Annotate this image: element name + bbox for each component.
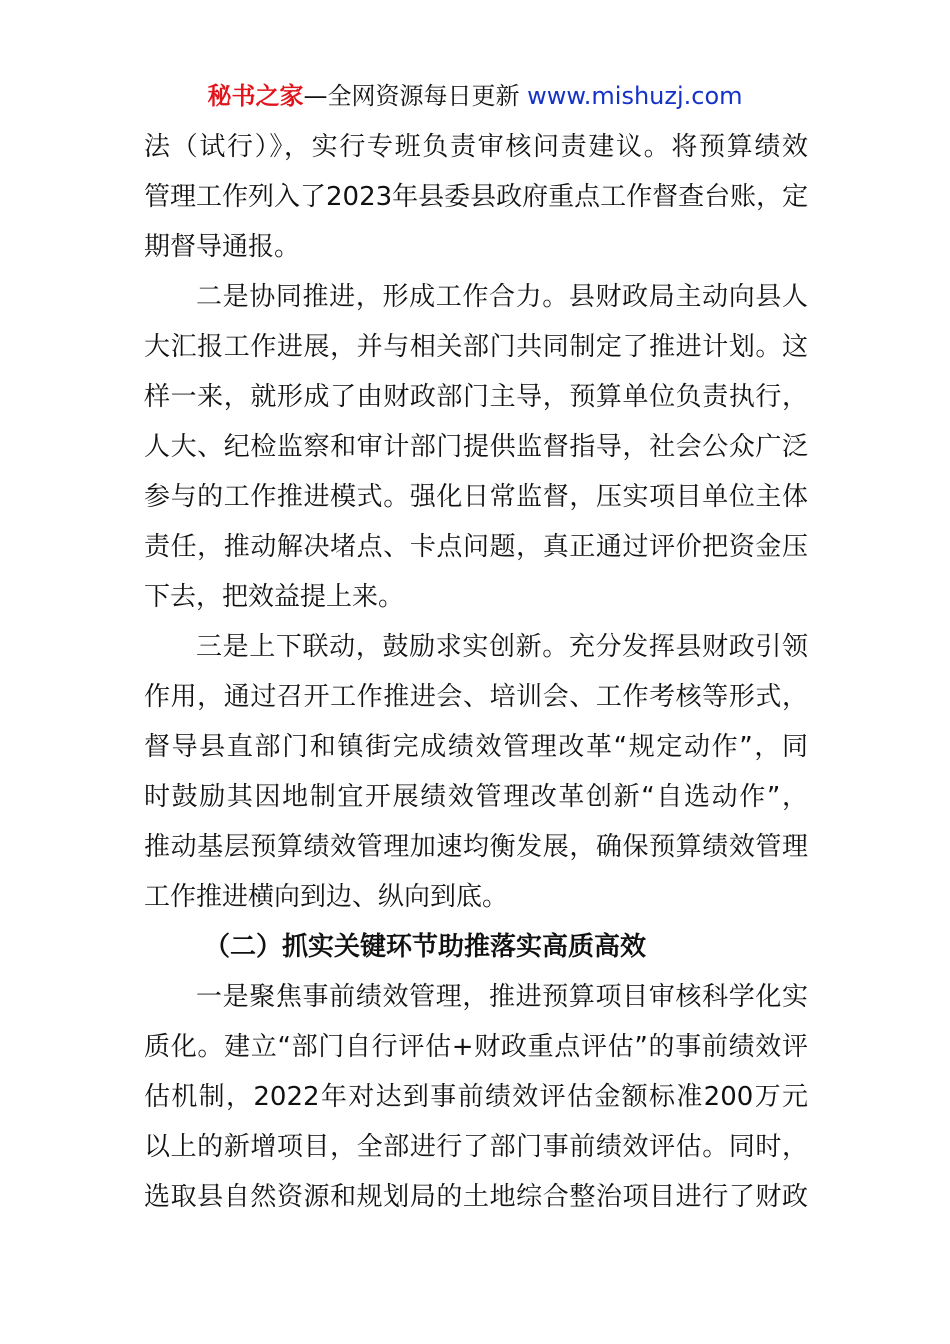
- text-line: 人大、纪检监察和审计部门提供监督指导，社会公众广泛: [144, 432, 808, 462]
- brand-name: 秘书之家: [207, 82, 304, 110]
- text-line: 期督导通报。: [144, 232, 301, 262]
- text-line: 以上的新增项目，全部进行了部门事前绩效评估。同时，: [144, 1132, 808, 1162]
- paragraph-start-line: 一是聚焦事前绩效管理，推进预算项目审核科学化实: [196, 982, 808, 1012]
- text-line: 时鼓励其因地制宜开展绩效管理改革创新“自选动作”，: [144, 782, 808, 812]
- text-line: 下去，把效益提上来。: [144, 582, 405, 612]
- text-line: 督导县直部门和镇街完成绩效管理改革“规定动作”，同: [144, 732, 808, 762]
- paragraph-start-line: 三是上下联动，鼓励求实创新。充分发挥县财政引领: [196, 632, 808, 662]
- section-heading: （二）抓实关键环节助推落实高质高效: [204, 932, 647, 962]
- text-line: 作用，通过召开工作推进会、培训会、工作考核等形式，: [144, 682, 808, 712]
- text-line: 大汇报工作进展，并与相关部门共同制定了推进计划。这: [144, 332, 808, 362]
- page-header: [0, 80, 950, 112]
- text-line: 质化。建立“部门自行评估+财政重点评估”的事前绩效评: [144, 1032, 808, 1062]
- text-line: 选取县自然资源和规划局的土地综合整治项目进行了财政: [144, 1182, 808, 1212]
- text-line: 样一来，就形成了由财政部门主导，预算单位负责执行，: [144, 382, 808, 412]
- text-line: 工作推进横向到边、纵向到底。: [144, 882, 509, 912]
- header-url[interactable]: www.mishuzj.com: [527, 82, 743, 110]
- paragraph-start-line: 二是协同推进，形成工作合力。县财政局主动向县人: [196, 282, 808, 312]
- text-line: 估机制，2022年对达到事前绩效评估金额标准200万元: [144, 1082, 808, 1112]
- text-line: 推动基层预算绩效管理加速均衡发展，确保预算绩效管理: [144, 832, 808, 862]
- text-line: 参与的工作推进模式。强化日常监督，压实项目单位主体: [144, 482, 808, 512]
- text-line: 责任，推动解决堵点、卡点问题，真正通过评价把资金压: [144, 532, 808, 562]
- text-line: 法（试行）》，实行专班负责审核问责建议。将预算绩效: [144, 132, 808, 162]
- document-body: [144, 122, 808, 1222]
- text-line: 管理工作列入了2023年县委县政府重点工作督查台账，定: [144, 182, 808, 212]
- header-slogan: —全网资源每日更新: [303, 82, 528, 110]
